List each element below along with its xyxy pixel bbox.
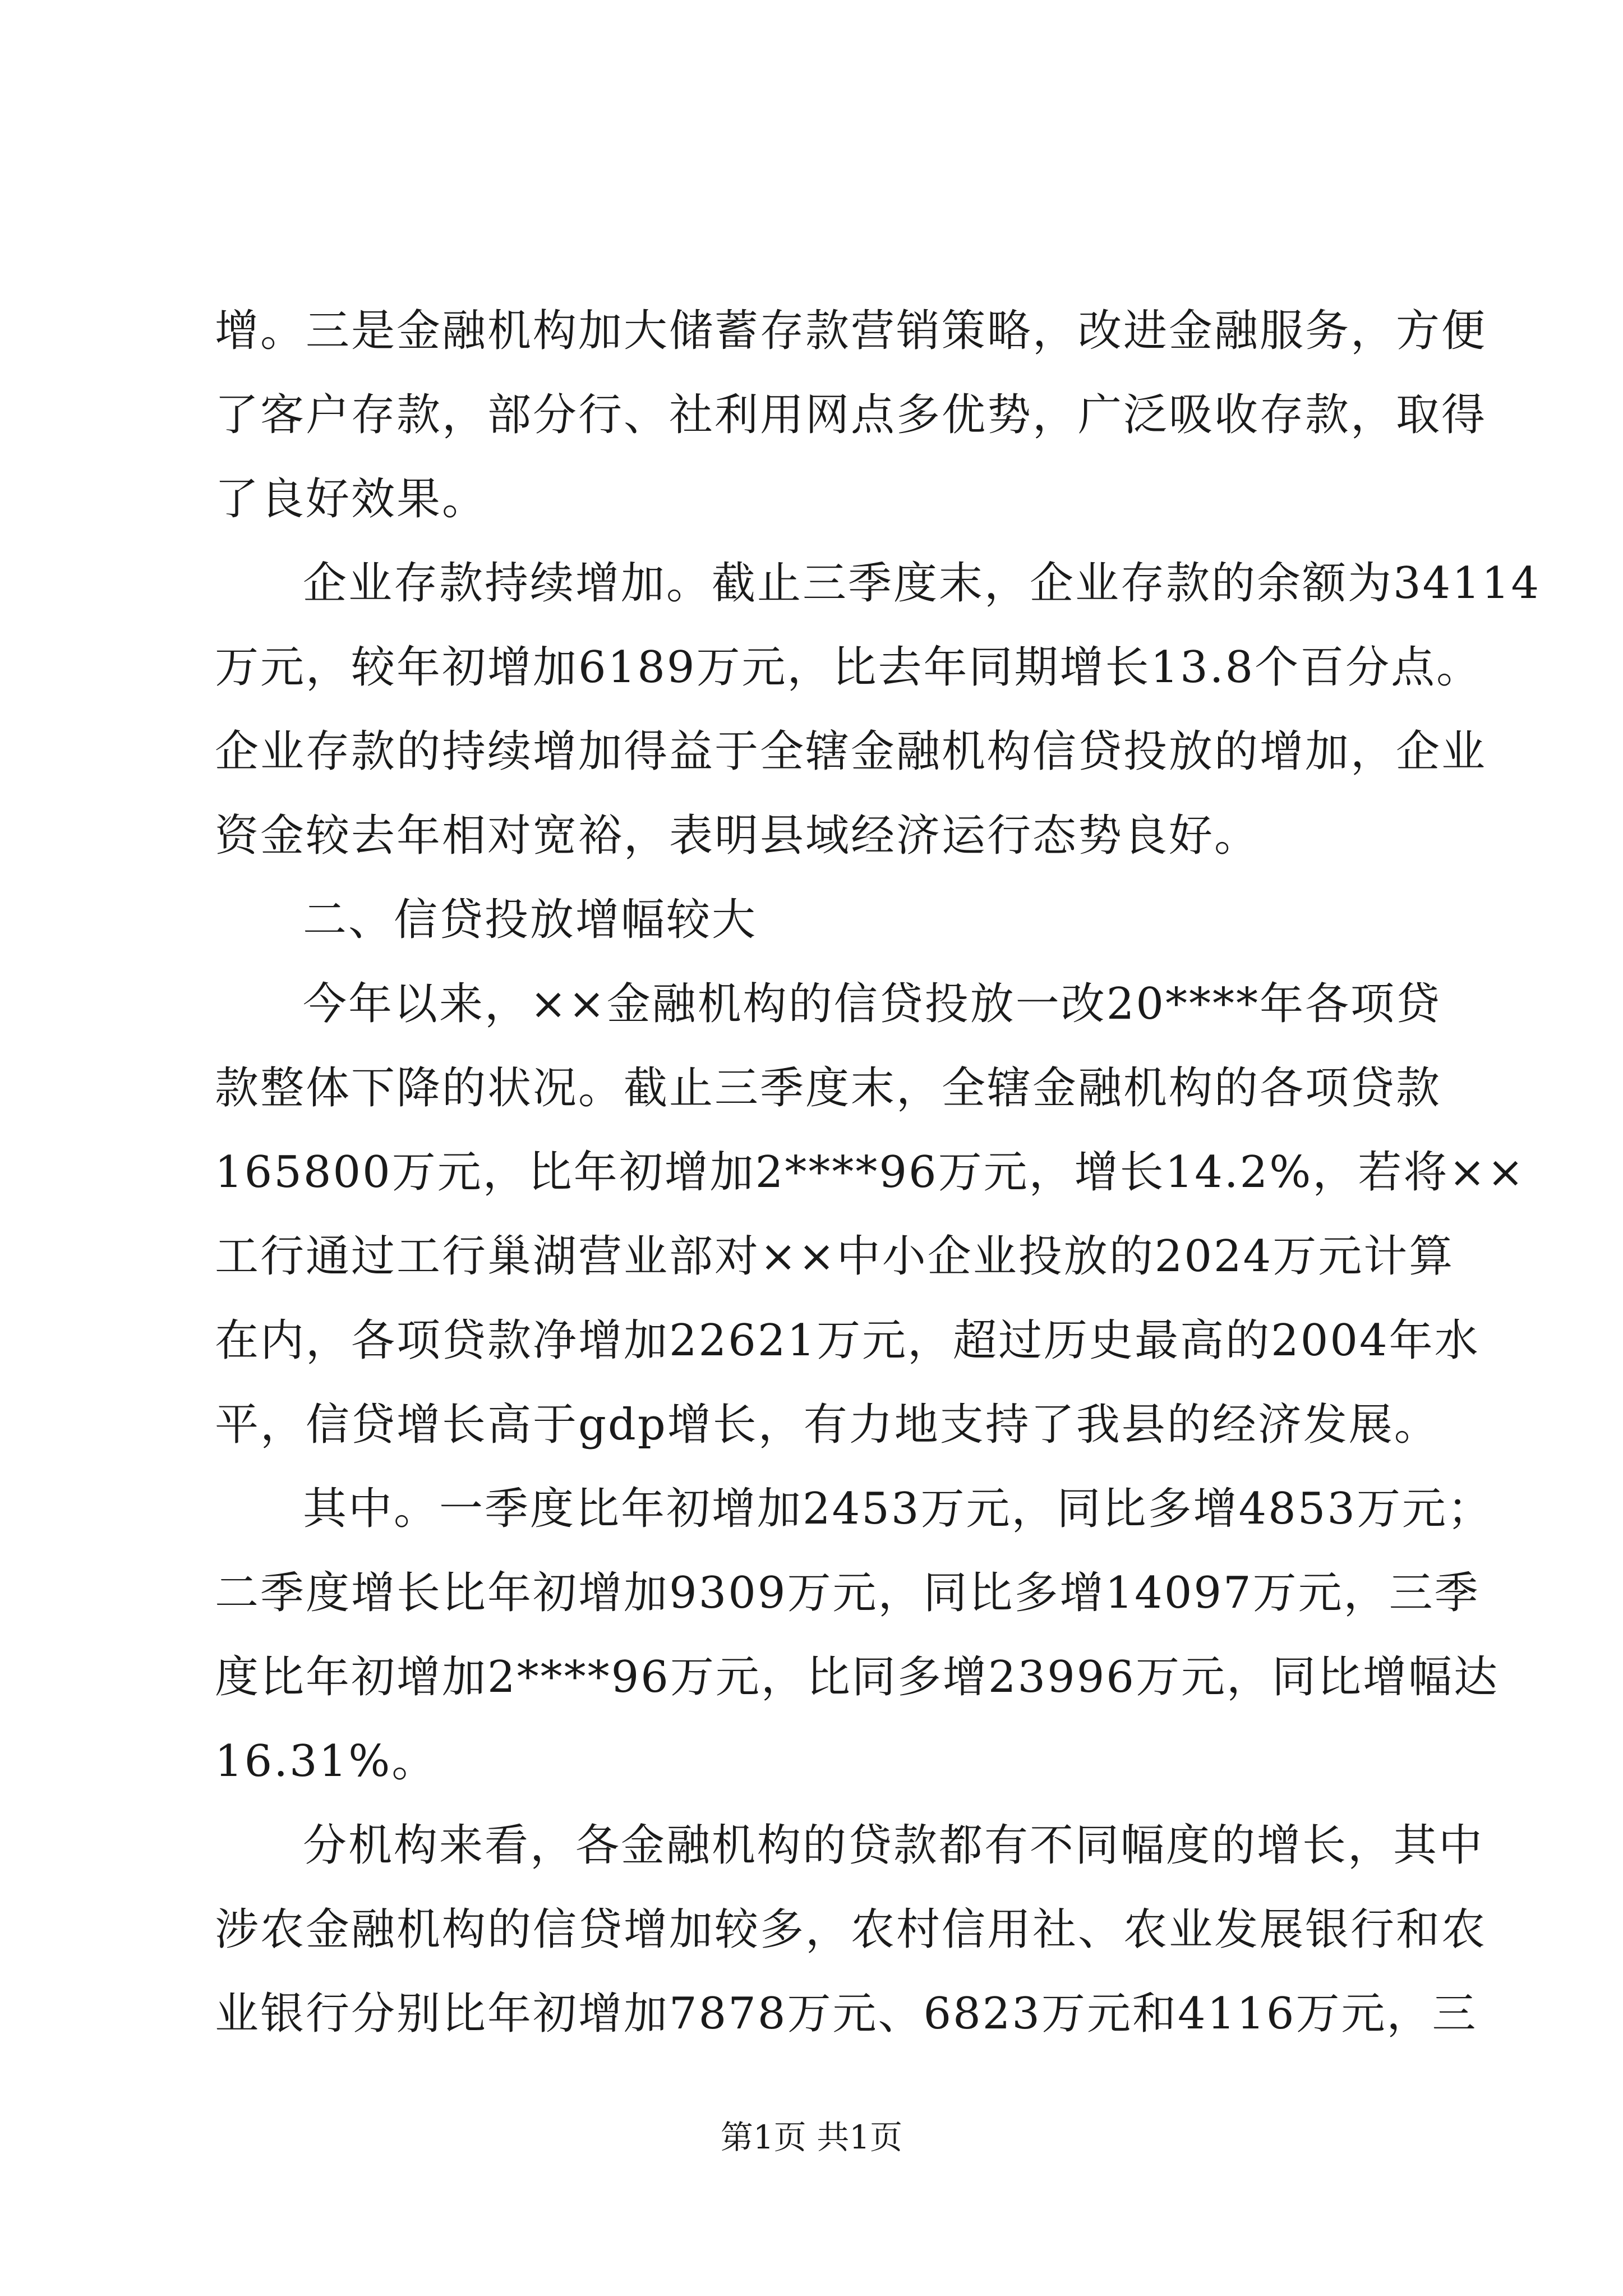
text-line: [0, 555, 1623, 611]
text-line: [0, 1649, 1623, 1705]
text-line: [0, 1481, 1623, 1537]
text-line: [0, 1228, 1623, 1285]
text-line-content: 企业存款的持续增加得益于全辖金融机构信贷投放的增加，企业: [215, 726, 1487, 777]
text-line: [0, 1902, 1623, 1958]
text-line: [0, 1313, 1623, 1369]
text-line: [0, 303, 1623, 359]
text-line-content: 万元，较年初增加6189万元，比去年同期增长13.8个百分点。: [215, 642, 1482, 693]
text-line-content: 了客户存款，部分行、社利用网点多优势，广泛吸收存款，取得: [215, 390, 1487, 440]
text-line-content: 资金较去年相对宽裕，表明县域经济运行态势良好。: [215, 811, 1260, 861]
text-line-content: 16.31%。: [215, 1736, 437, 1787]
text-line-content: 二季度增长比年初增加9309万元，同比多增14097万元，三季: [215, 1568, 1480, 1618]
text-line: [0, 724, 1623, 780]
text-line-content: 款整体下降的状况。截止三季度末，全辖金融机构的各项贷款: [215, 1063, 1442, 1114]
text-line-content: 在内，各项贷款净增加22621万元，超过历史最高的2004年水: [215, 1315, 1480, 1366]
text-line-content: 度比年初增加2****96万元，比同多增23996万元，同比增幅达: [215, 1652, 1500, 1703]
text-line: [0, 1733, 1623, 1789]
text-line-content: 涉农金融机构的信贷增加较多，农村信用社、农业发展银行和农: [215, 1904, 1487, 1955]
text-line-content: 了良好效果。: [215, 474, 488, 524]
text-line: [0, 1144, 1623, 1200]
text-line-content: 今年以来，××金融机构的信贷投放一改20****年各项贷: [303, 979, 1441, 1029]
page-footer: 第1页 共1页: [720, 2118, 903, 2156]
text-line-content: 其中。一季度比年初增加2453万元，同比多增4853万元；: [303, 1484, 1493, 1534]
section-heading: [0, 892, 1623, 948]
text-line-content: 平，信贷增长高于gdp增长，有力地支持了我县的经济发展。: [215, 1400, 1440, 1450]
text-line: [0, 1397, 1623, 1453]
text-line-content: 增。三是金融机构加大储蓄存款营销策略，改进金融服务，方便: [215, 306, 1487, 356]
text-line: [0, 1818, 1623, 1874]
text-line: [0, 387, 1623, 443]
text-line: [0, 808, 1623, 864]
text-line-content: 企业存款持续增加。截止三季度末，企业存款的余额为34114: [303, 558, 1541, 609]
text-line-content: 165800万元，比年初增加2****96万元，增长14.2%，若将××: [215, 1147, 1526, 1198]
text-line: [0, 1565, 1623, 1621]
text-line: [0, 471, 1623, 527]
text-line-content: 业银行分别比年初增加7878万元、6823万元和4116万元，三: [215, 1989, 1478, 2039]
text-line-content: 工行通过工行巢湖营业部对××中小企业投放的2024万元计算: [215, 1231, 1455, 1282]
text-line: [0, 639, 1623, 696]
text-line: [0, 976, 1623, 1032]
text-line: [0, 1986, 1623, 2042]
text-line: [0, 1060, 1623, 1116]
text-line-content: 分机构来看，各金融机构的贷款都有不同幅度的增长，其中: [303, 1820, 1484, 1871]
text-line-content: 二、信贷投放增幅较大: [303, 895, 758, 945]
